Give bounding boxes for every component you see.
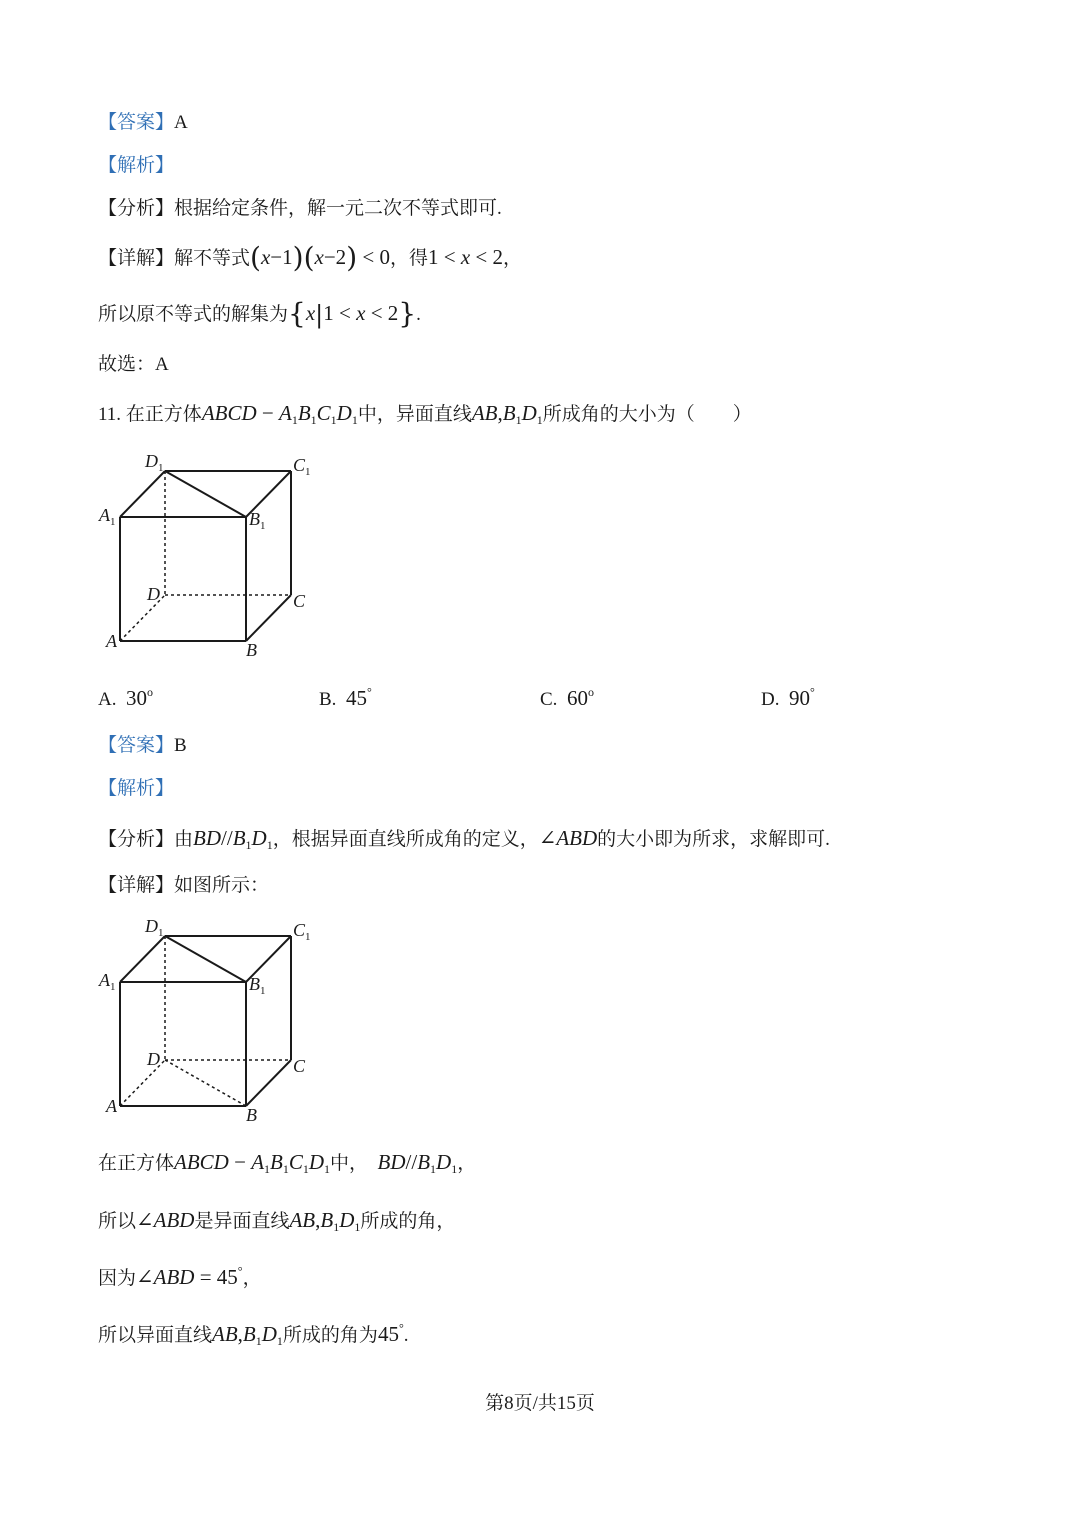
q10-fenxi-line: [98, 195, 502, 223]
lines-ab-b1d1: AB: [471, 401, 498, 425]
fenxi-pre: 由: [174, 829, 194, 850]
q11-analysis-line: [98, 775, 174, 803]
cube-figure-solution: [96, 913, 336, 1128]
xiangjie-mid: ，得: [389, 248, 428, 269]
label-d: D: [147, 1049, 160, 1069]
label-d1: $D_1$: [145, 451, 164, 474]
xiangjie-tag: 【详解】: [98, 875, 175, 896]
q11-line2: 所以∠ABD是异面直线$AB,B_1D_1$所成的角，: [98, 1208, 456, 1234]
answer-tag: 【答案】: [98, 112, 175, 133]
stem-end: 所成角的大小为（ ）: [542, 404, 752, 425]
q11-line3: 因为∠ABD = 45°，: [98, 1264, 262, 1289]
q10-answer-line: [98, 109, 188, 137]
fenxi-tag: 【分析】: [98, 829, 175, 850]
q11-fenxi-line: 【分析】由$BD//B_1D_1$，根据异面直线所成角的定义，∠ABD的大小即为所求，求解即可.: [98, 826, 830, 852]
label-c1: $C_1$: [293, 920, 311, 943]
xiangjie-tag: 【详解】: [98, 248, 175, 269]
answer-value: A: [174, 112, 188, 133]
option-b: B. 45°: [319, 685, 372, 710]
solution-end: .: [416, 304, 421, 325]
label-d: D: [147, 584, 160, 604]
q10-solution-line: [98, 299, 421, 329]
stem-mid: 中，异面直线: [357, 404, 472, 425]
label-b1: $B_1$: [249, 974, 266, 997]
q10-analysis-line: [98, 152, 174, 180]
q11-xiangjie-line: [98, 872, 269, 900]
answer-value: B: [174, 735, 187, 756]
q11-answer-line: [98, 732, 187, 760]
label-a: A: [106, 1096, 117, 1116]
analysis-tag: 【解析】: [98, 155, 175, 176]
q11-line4: 所以异面直线$AB,B_1D_1$所成的角为45°.: [98, 1321, 409, 1348]
fenxi-end: 的大小即为所求，求解即可.: [597, 829, 830, 850]
fenxi-tag: 【分析】: [98, 198, 175, 219]
q11-stem: 11. 在正方体ABCD − $A_1B_1C_1D_1$中，异面直线$AB,B_1D_1$所成角的大小为（ ）: [98, 401, 752, 427]
analysis-tag: 【解析】: [98, 778, 175, 799]
label-b1: $B_1$: [249, 509, 266, 532]
label-a1: $A_1$: [99, 505, 116, 528]
cube-figure-question: [96, 448, 336, 663]
parallel-expression: BD: [193, 826, 222, 850]
inequality-expression: (x−1)(x−2) < 0: [250, 241, 390, 274]
cube-name: ABCD: [201, 401, 257, 425]
choice-text: 故选：A: [98, 354, 169, 375]
q10-xiangjie-line: [98, 243, 522, 273]
label-a1: $A_1$: [99, 970, 116, 993]
label-c1: $C_1$: [293, 455, 311, 478]
inequality-result: 1 < x < 2: [427, 245, 503, 269]
solution-set: {x|1 < x < 2}: [288, 297, 417, 330]
q11-line1: 在正方体ABCD − $A_1B_1C_1D_1$中， $BD//B_1D_1$，: [98, 1150, 477, 1176]
xiangjie-end: ，: [503, 248, 523, 269]
angle-abd: ABD: [556, 826, 598, 850]
label-d1: $D_1$: [145, 916, 164, 939]
label-c: C: [293, 1056, 306, 1076]
solution-pre: 所以原不等式的解集为: [98, 304, 289, 325]
q10-choice-line: [98, 351, 169, 379]
label-c: C: [293, 591, 306, 611]
page-footer: 第8页/共15页: [485, 1393, 595, 1414]
xiangjie-pre: 解不等式: [174, 248, 251, 269]
stem-pre: 在正方体: [125, 404, 202, 425]
xiangjie-text: 如图所示：: [174, 875, 270, 896]
answer-tag: 【答案】: [98, 735, 175, 756]
fenxi-text: 根据给定条件，解一元二次不等式即可.: [174, 198, 502, 219]
label-b: B: [246, 1105, 257, 1125]
option-a: A. 30$^o$: [98, 685, 153, 710]
option-c: C. 60$^o$: [540, 685, 594, 710]
question-number: 11.: [98, 404, 122, 425]
label-a: A: [106, 631, 117, 651]
label-b: B: [246, 640, 257, 660]
option-d: D. 90°: [761, 685, 815, 710]
fenxi-mid: ，根据异面直线所成角的定义，: [272, 829, 539, 850]
